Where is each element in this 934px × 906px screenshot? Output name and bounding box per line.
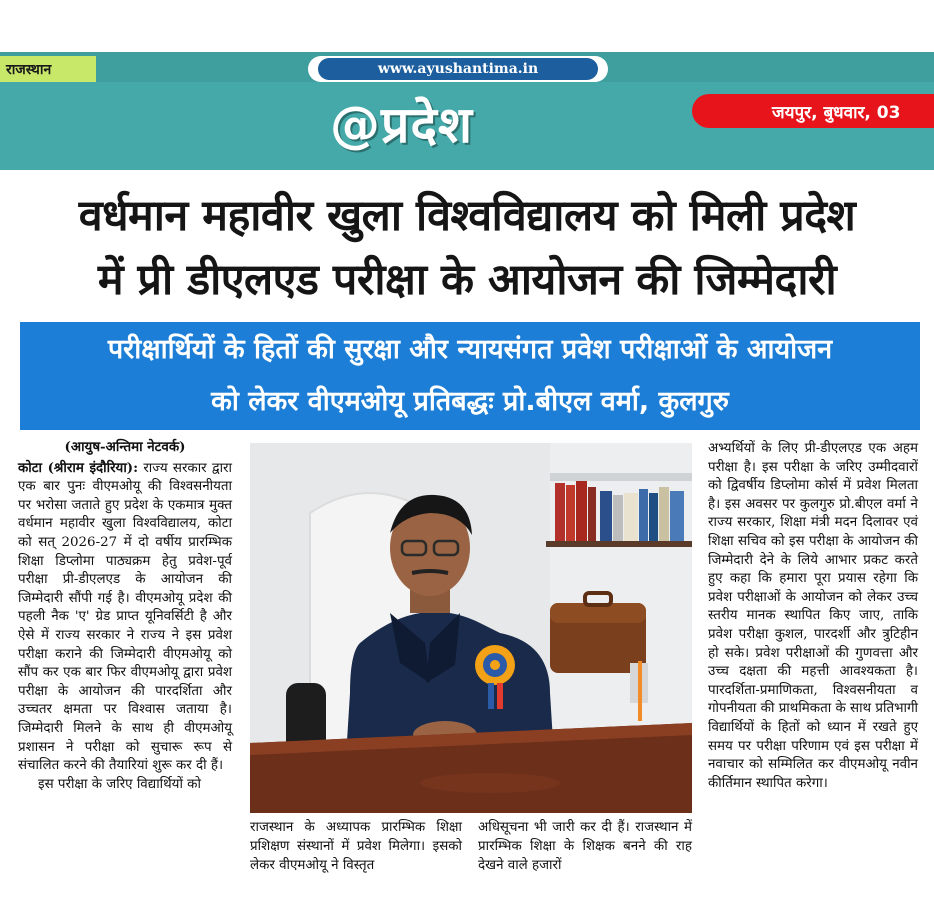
- article-photo: [250, 443, 692, 813]
- article-headline: [0, 184, 934, 312]
- photo-column-text-2: अधिसूचना भी जारी कर दी हैं। राजस्थान में प्रारम्भिक शिक्षा के शिक्षक बनने की राह देखने वाले हजारों: [478, 820, 692, 873]
- column-1-paragraph-1: [18, 459, 232, 776]
- section-tag: राजस्थान: [0, 56, 96, 82]
- website-url[interactable]: [308, 56, 608, 82]
- dateline: जयपुर, बुधवार, 03: [692, 94, 934, 128]
- column-3-paragraph: अभ्यर्थियों के लिए प्री-डीएलएड एक अहम परीक्षा है। इस परीक्षा के जरिए उम्मीदवारों को द्विवर्षीय डिप्लोमा कोर्स में प्रवेश मिलता है। इस अवसर पर कुलगुरु प्रो.बीएल वर्मा ने राज्य सरकार, शिक्षा मंत्री मदन दिलावर एवं शिक्षा सचिव को इस परीक्षा के आयोजन की जिम्मेदारी देने के लिये आभार प्रकट करते हुए कहा कि हमारा पूरा प्रयास रहेगा कि प्रवेश परीक्षाओं के आयोजन को लेकर उच्च स्तरीय मानक स्थापित किए जाए, ताकि प्रवेश परीक्षा कुशल, पारदर्शी और त्रुटिहीन हो सके। प्रवेश परीक्षाओं की गुणवत्ता और उच्च दक्षता की महत्ती आवश्यकता है। पारदर्शिता-प्रमाणिकता, विश्वसनीयता व गोपनीयता की प्राथमिकता के साथ प्रतिभागी विद्यार्थियों के हितों को ध्यान में रखते हुए समय पर परीक्षा परिणाम एवं इस परीक्षा में नवाचार को सम्मिलित कर वीएमओयू नवीन कीर्तिमान स्थापित करेगा।: [708, 441, 918, 791]
- headline-line-2: में प्री डीएलएड परीक्षा के आयोजन की जिम्मेदारी: [97, 255, 837, 305]
- website-url-text: www.ayushantima.in: [318, 58, 598, 80]
- column-1-body: राज्य सरकार द्वारा एक बार पुनः वीएमओयू की विश्वसनीयता पर भरोसा जताते हुए प्रदेश के एकमात्र मुक्त वर्धमान महावीर खुला विश्वविद्यालय, कोटा को सत् 2026-27 में दो वर्षीय प्रारम्भिक शिक्षा डिप्लोमा पाठ्यक्रम हेतु प्रवेश-पूर्व परीक्षा प्री-डीएलएड के आयोजन की जिम्मेदारी सौंपी गई है। वीएमओयू प्रदेश की पहली नैक 'ए' ग्रेड प्राप्त यूनिवर्सिटी है और ऐसे में राज्य सरकार ने राज्य ने इस प्रवेश परीक्षा कराने की जिम्मेदारी वीएमओयू को सौंप कर एक बार फिर वीएमओयू द्वारा प्रवेश परीक्षा के आयोजन की पारदर्शिता और उच्चतर क्षमता पर विश्वास जताया है। जिम्मेदारी मिलने के साथ ही वीएमओयू प्रशासन ने परीक्षा को सुचारू रूप से संचालित करने की तैयारियां शुरू कर दी हैं।: [18, 460, 232, 774]
- subhead-line-1: परीक्षार्थियों के हितों की सुरक्षा और न्यायसंगत प्रवेश परीक्षाओं के आयोजन: [107, 334, 833, 365]
- photo-professor-at-desk: [250, 443, 692, 813]
- article-column-3: [708, 440, 918, 793]
- headline-line-1: वर्धमान महावीर खुला विश्वविद्यालय को मिली प्रदेश: [78, 191, 856, 241]
- subhead-line-2: को लेकर वीएमओयू प्रतिबद्धः प्रो.बीएल वर्मा, कुलगुरु: [211, 386, 729, 417]
- byline: (आयुष-अन्तिमा नेटवर्क): [64, 439, 186, 455]
- article-column-1: [18, 438, 232, 794]
- dateline-lead: कोटा (श्रीराम इंदौरिया):: [18, 459, 139, 476]
- column-1-paragraph-2: इस परीक्षा के जरिए विद्यार्थियों को: [38, 776, 201, 792]
- article-subhead: [20, 322, 920, 430]
- brand-title: @प्रदेश: [330, 96, 473, 154]
- photo-column-text-1: राजस्थान के अध्यापक प्रारम्भिक शिक्षा प्रशिक्षण संस्थानों में प्रवेश मिलेगा। इसको लेकर वीएमओयू ने विस्तृत: [250, 820, 462, 873]
